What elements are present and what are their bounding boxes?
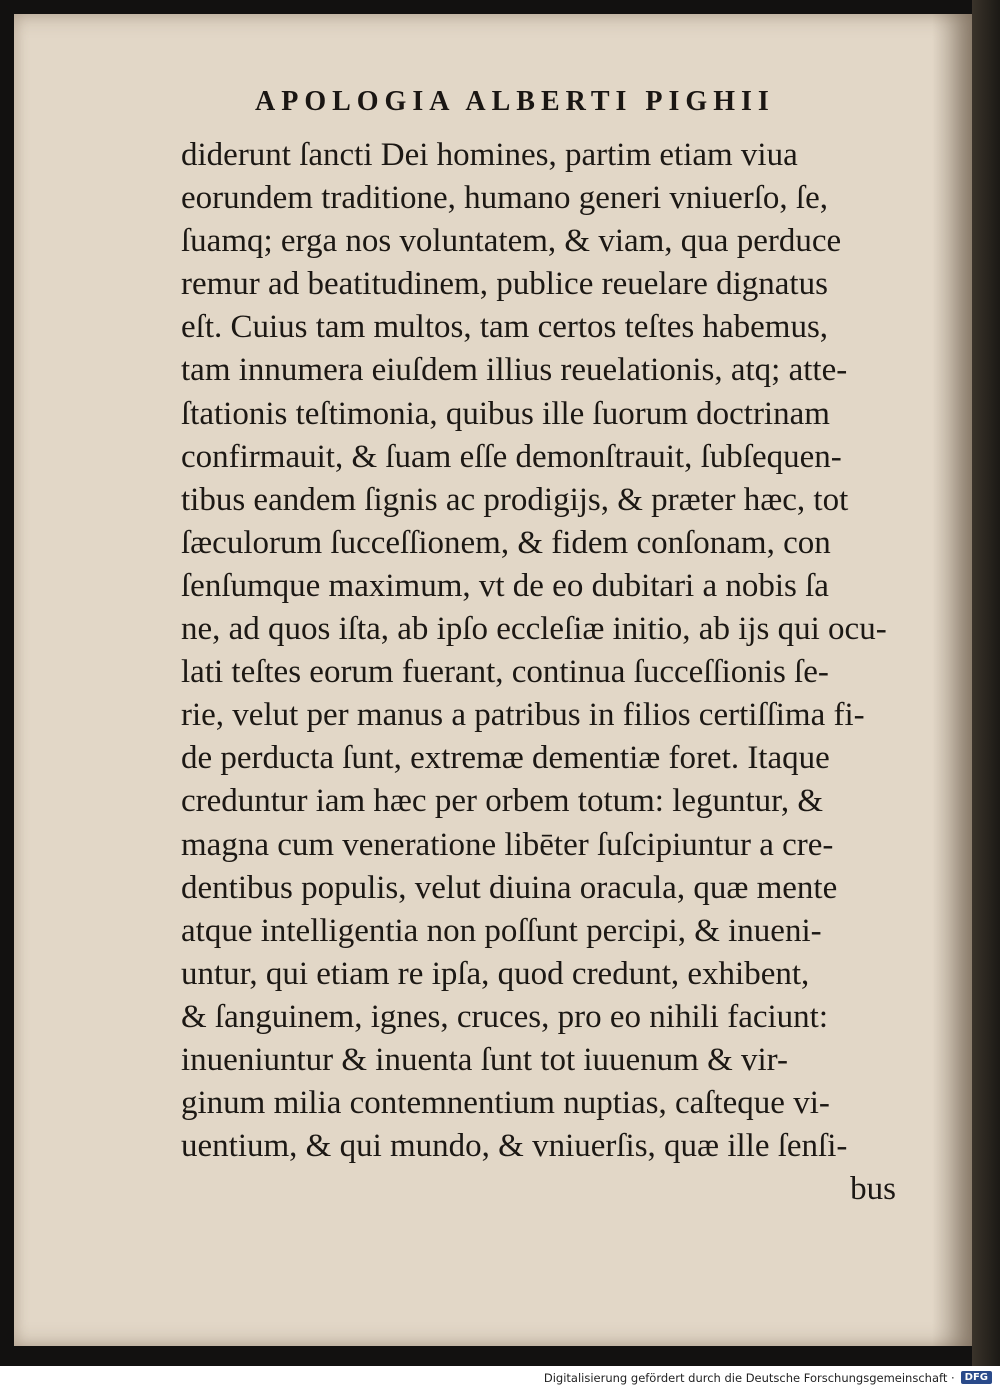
text-line: eſt. Cuius tam multos, tam certos teſtes habemus, [181,309,829,346]
text-line: diderunt ſancti Dei homines, partim etiam viua [181,137,798,173]
text-line: ginum milia contemnentium nuptias, caſteque vi- [181,1085,830,1122]
text-line: atque intelligentia non poſſunt percipi, & inueni- [181,912,822,949]
text-line: ſæculorum ſucceſſionem, & fidem conſonam, con [181,524,831,561]
text-line: creduntur iam hæc per orbem totum: leguntur, & [181,783,824,820]
page-gutter-shadow [932,14,972,1346]
text-line: tibus eandem ſignis ac prodigijs, & præter hæc, tot [181,481,849,518]
text-line: inueniuntur & inuenta ſunt tot iuuenum & vir- [181,1041,789,1078]
text-line: lati teſtes eorum fuerant, continua ſucceſſionis ſe- [181,654,829,691]
dfg-logo: DFG [961,1371,992,1384]
text-line: uentium, & qui mundo, & vniuerſis, quæ ille ſenſi- [181,1128,848,1165]
text-line: tam innumera eiuſdem illius reuelationis, atq; atte- [181,352,848,389]
text-line: ſenſumque maximum, vt de eo dubitari a nobis ſa [181,567,829,604]
text-line: untur, qui etiam re ipſa, quod credunt, exhibent, [181,955,810,992]
text-line: confirmauit, & ſuam eſſe demonſtrauit, ſubſequen- [181,438,842,475]
book-edge [972,0,1000,1366]
text-line: ne, ad quos iſta, ab ipſo eccleſiæ initio, ab ijs qui ocu- [181,611,887,648]
text-line: remur ad beatitudinem, publice reuelare dignatus [181,266,828,303]
text-line: dentibus populis, velut diuina oracula, quæ mente [181,869,838,906]
digitization-footer [0,1366,1000,1389]
text-line: ſtationis teſtimonia, quibus ille ſuorum doctrinam [181,395,830,432]
text-line: rie, velut per manus a patribus in filios certiſſima fi- [181,697,865,734]
text-line: de perducta ſunt, extremæ dementiæ foret. Itaque [181,740,830,777]
text-line: magna cum veneratione libēter ſuſcipiuntur a cre- [181,826,834,863]
running-head: APOLOGIA ALBERTI PIGHII [255,86,775,117]
text-line: ſuamq; erga nos voluntatem, & viam, qua perduce [181,223,842,260]
catchword: bus [850,1171,896,1208]
funding-notice: Digitalisierung gefördert durch die Deutsche Forschungsgemeinschaft · [543,1370,955,1385]
text-line: eorundem traditione, humano generi vniuerſo, ſe, [181,180,828,217]
text-block [181,134,921,1211]
text-line: & ſanguinem, ignes, cruces, pro eo nihili faciunt: [181,998,828,1035]
